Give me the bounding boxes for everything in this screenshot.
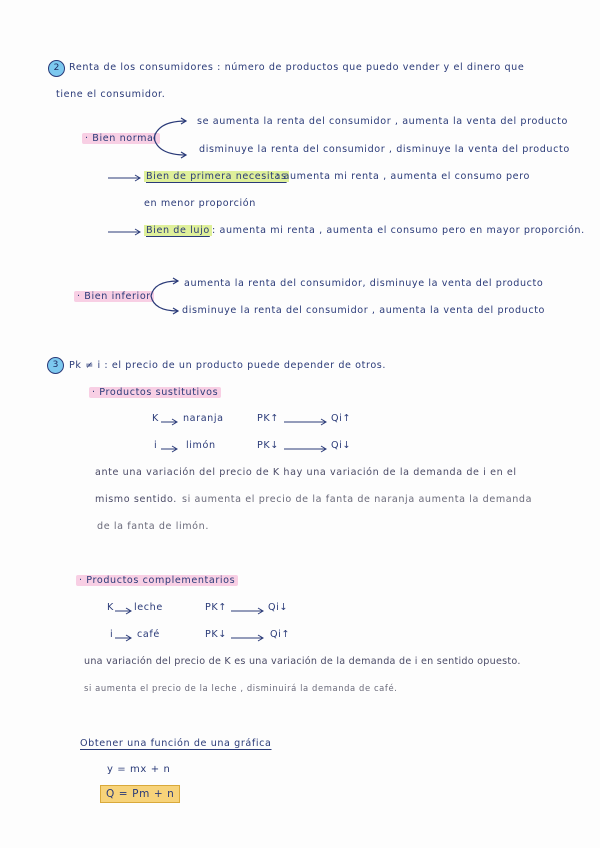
section-number-badge: 2 bbox=[48, 60, 65, 77]
bien-primera-label bbox=[144, 171, 289, 182]
sustitutivos-label bbox=[89, 387, 221, 398]
sust-p1: ante una variación del precio de K hay una variación de la demanda de i en el bbox=[95, 467, 517, 478]
comp-k: K bbox=[107, 602, 114, 613]
sustitutivos-text: · Productos sustitutivos bbox=[89, 387, 221, 398]
bien-primera-desc2: en menor proporción bbox=[144, 198, 256, 209]
arrow-right-icon bbox=[231, 634, 265, 642]
arrow-right-icon bbox=[161, 445, 179, 453]
equation-highlight bbox=[100, 788, 180, 800]
section4-title: Obtener una función de una gráfica bbox=[80, 738, 272, 749]
brace-icon bbox=[148, 118, 188, 158]
sust-pk-up: PK↑ bbox=[257, 413, 279, 424]
comp-qi-up: Qi↑ bbox=[270, 629, 291, 640]
bien-lujo-text: Bien de lujo bbox=[146, 225, 210, 236]
bien-inferior-up: aumenta la renta del consumidor, disminuye la venta del producto bbox=[184, 278, 544, 289]
sust-i-item: limón bbox=[186, 440, 216, 451]
bien-lujo-desc: : aumenta mi renta , aumenta el consumo pero en mayor proporción. bbox=[212, 225, 585, 236]
bien-normal-text: · Bien normal bbox=[82, 133, 160, 144]
sust-i: i bbox=[154, 440, 158, 451]
sust-qi-down: Qi↓ bbox=[331, 440, 352, 451]
comp-i: i bbox=[110, 629, 114, 640]
arrow-right-icon bbox=[115, 634, 133, 642]
comp-pk-up: PK↑ bbox=[205, 602, 227, 613]
bien-inferior-label bbox=[74, 291, 154, 302]
bien-primera-desc: : aumenta mi renta , aumenta el consumo pero bbox=[276, 171, 530, 182]
section-number-badge: 3 bbox=[47, 357, 64, 374]
complementarios-text: · Productos complementarios bbox=[76, 575, 238, 586]
complementarios-label bbox=[76, 575, 238, 586]
brace-icon bbox=[146, 278, 180, 314]
comp-pk-down: PK↓ bbox=[205, 629, 227, 640]
comp-p1: una variación del precio de K es una variación de la demanda de i en sentido opuesto. bbox=[84, 656, 521, 667]
equation-boxed: Q = Pm + n bbox=[100, 785, 180, 803]
bien-normal-up: se aumenta la renta del consumidor , aumenta la venta del producto bbox=[197, 116, 569, 127]
sust-k: K bbox=[152, 413, 159, 424]
arrow-right-icon bbox=[108, 174, 142, 182]
sust-pk-down: PK↓ bbox=[257, 440, 279, 451]
section2-line2: tiene el consumidor. bbox=[56, 89, 166, 100]
section2-line1: Renta de los consumidores : número de productos que puedo vender y el dinero que bbox=[69, 62, 525, 73]
sust-p3: de la fanta de limón. bbox=[97, 521, 209, 532]
bien-primera-text: Bien de primera necesitas bbox=[146, 171, 287, 182]
arrow-right-icon bbox=[284, 418, 328, 426]
bien-inferior-down: disminuye la renta del consumidor , aumenta la venta del producto bbox=[182, 305, 546, 316]
sust-k-item: naranja bbox=[183, 413, 224, 424]
comp-i-item: café bbox=[137, 629, 160, 640]
sust-p2: mismo sentido. bbox=[95, 494, 177, 505]
bien-inferior-text: · Bien inferior bbox=[74, 291, 154, 302]
comp-k-item: leche bbox=[134, 602, 163, 613]
arrow-right-icon bbox=[108, 228, 142, 236]
sust-qi-up: Qi↑ bbox=[331, 413, 352, 424]
comp-p2: si aumenta el precio de la leche , disminuirá la demanda de café. bbox=[84, 683, 398, 693]
comp-qi-down: Qi↓ bbox=[268, 602, 289, 613]
equation-line: y = mx + n bbox=[107, 764, 171, 775]
bien-normal-down: disminuye la renta del consumidor , disminuye la venta del producto bbox=[199, 144, 570, 155]
bien-lujo-label bbox=[144, 225, 212, 236]
arrow-right-icon bbox=[161, 418, 179, 426]
arrow-right-icon bbox=[284, 445, 328, 453]
sust-p2b: si aumenta el precio de la fanta de naranja aumenta la demanda bbox=[182, 494, 533, 505]
arrow-right-icon bbox=[115, 607, 133, 615]
section3-heading: Pk ≠ i : el precio de un producto puede depender de otros. bbox=[69, 360, 387, 371]
arrow-right-icon bbox=[231, 607, 265, 615]
